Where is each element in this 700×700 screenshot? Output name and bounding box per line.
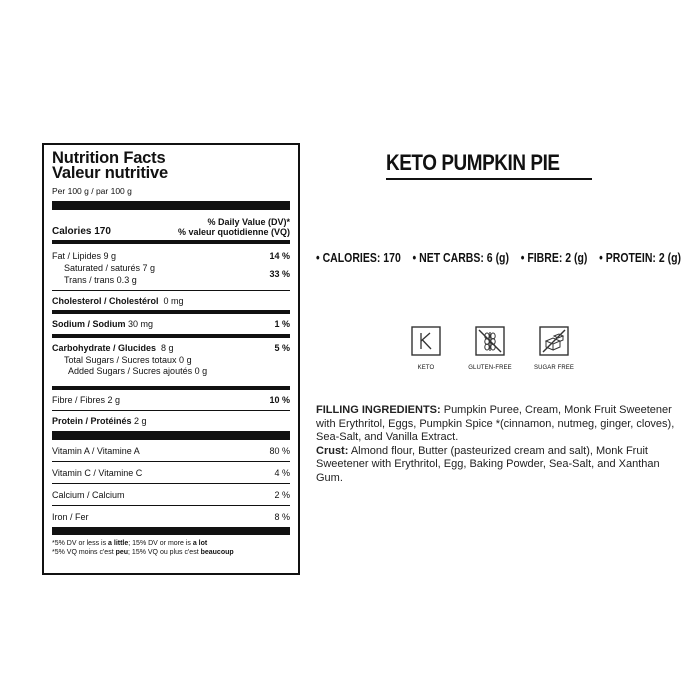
nutrient-label: Saturated / saturés 7 g [64, 263, 156, 273]
nutrient-amount: 2 g [134, 416, 147, 426]
nutrient-amount: 30 mg [128, 319, 154, 329]
footnote-fr: *5% VQ moins c'est peu; 15% VQ ou plus c'est beaucoup [52, 549, 234, 556]
nutrient-row [52, 249, 290, 262]
footnote [52, 539, 290, 557]
nutrient-pct: 4 % [274, 467, 290, 478]
badge-label: GLUTEN-FREE [468, 365, 512, 371]
badge-gluten-free [460, 326, 520, 371]
nutrient-row [52, 484, 290, 505]
title-underline [386, 178, 592, 180]
nutrient-label: Fat / Lipides [52, 250, 102, 261]
nutrient-row [52, 291, 290, 310]
gluten-free-icon [475, 326, 505, 356]
macro-net-carbs: • NET CARBS: 6 (g) [412, 251, 509, 265]
carbohydrate-block [52, 338, 290, 380]
filling-ingredients: Pumpkin Puree, Cream, Monk Fruit Sweetener with Erythritol, Eggs, Pumpkin Spice *(cinnamon, nutmeg, ginger, cloves), Sea-Salt, and Vanilla Extract. [316, 404, 675, 443]
sugar-free-icon [539, 326, 569, 356]
nutrient-label: Sodium / Sodium [52, 319, 126, 329]
dv-header-en: % Daily Value (DV)* [207, 217, 290, 227]
badge-label: SUGAR FREE [533, 365, 574, 371]
macro-fibre: • FIBRE: 2 (g) [520, 251, 588, 265]
badge-keto [396, 326, 456, 371]
nutrient-amount: 8 g [161, 343, 174, 353]
nutrient-label: Vitamin C / Vitamine C [52, 467, 143, 478]
nutrient-label: Iron / Fer [52, 511, 89, 522]
nutrient-label: Carbohydrate / Glucides [52, 343, 157, 353]
nutrient-pct: 80 % [269, 445, 290, 456]
nutrient-label: Trans / trans 0.3 g [64, 275, 137, 285]
badge-label: KETO [417, 365, 435, 371]
divider-thick [52, 527, 290, 535]
dv-header-fr: % valeur quotidienne (VQ) [177, 227, 290, 237]
footnote-en: *5% DV or less is a little; 15% DV or more is a lot [52, 540, 208, 547]
nutrient-row [52, 440, 290, 461]
crust-ingredients: Almond flour, Butter (pasteurized cream and salt), Monk Fruit Sweetener with Erythritol, Egg, Baking Powder, Sea-Salt, and Xanthan Gum. [316, 444, 660, 484]
nutrient-row [52, 506, 290, 527]
nutrient-pct: 1 % [274, 319, 290, 329]
macros-summary [316, 251, 682, 265]
macro-calories: • CALORIES: 170 [316, 251, 401, 265]
nutrient-row [52, 390, 290, 410]
nutrient-label: Total Sugars / Sucres totaux 0 g [64, 354, 192, 365]
diet-badges [396, 326, 588, 371]
keto-icon [411, 326, 441, 356]
nutrient-label: Fibre / Fibres 2 g [52, 395, 121, 405]
nutrient-pct: 5 % [274, 343, 290, 353]
nutrition-facts-panel [42, 143, 300, 575]
nutrient-row [52, 274, 290, 286]
badge-sugar-free [524, 326, 584, 371]
nutrient-amount: 9 g [103, 250, 117, 261]
fat-block [52, 244, 290, 290]
nutrient-label: Calcium / Calcium [52, 489, 125, 500]
calories-label: Calories 170 [52, 226, 111, 237]
divider-thick [52, 431, 290, 440]
nutrient-row [52, 262, 290, 279]
nutrient-row [52, 462, 290, 483]
nutrient-pct: 14 % [269, 250, 290, 261]
nutrient-label: Added Sugars / Sucres ajoutés 0 g [68, 365, 208, 376]
nutrient-label: Cholesterol / Cholestérol [52, 295, 159, 306]
nutrient-pct: 2 % [274, 489, 290, 500]
nutrient-pct: 8 % [274, 511, 290, 522]
macro-protein: • PROTEIN: 2 (g) [599, 251, 682, 265]
filling-heading: FILLING INGREDIENTS: [316, 404, 441, 416]
calories-row [52, 210, 290, 240]
nutrition-title-en: Nutrition Facts [52, 149, 166, 167]
nutrient-amount: 0 mg [163, 295, 184, 306]
divider-thick [52, 201, 290, 210]
nutrient-row [52, 342, 290, 354]
nutrient-pct: 33 % [269, 269, 290, 279]
nutrient-row [52, 314, 290, 334]
nutrient-label: Protein / Protéinés [52, 416, 132, 426]
nutrient-row [52, 411, 290, 431]
product-title: KETO PUMPKIN PIE [386, 150, 560, 175]
crust-heading: Crust: [316, 444, 349, 457]
nutrition-title-fr: Valeur nutritive [52, 164, 169, 182]
nutrient-label: Vitamin A / Vitamine A [52, 445, 140, 456]
nutrient-pct: 10 % [269, 395, 290, 405]
nutrient-row [52, 354, 290, 365]
serving-size: Per 100 g / par 100 g [52, 186, 132, 196]
nutrient-row [52, 365, 290, 376]
dv-header [178, 217, 290, 237]
ingredients-text [316, 404, 688, 485]
